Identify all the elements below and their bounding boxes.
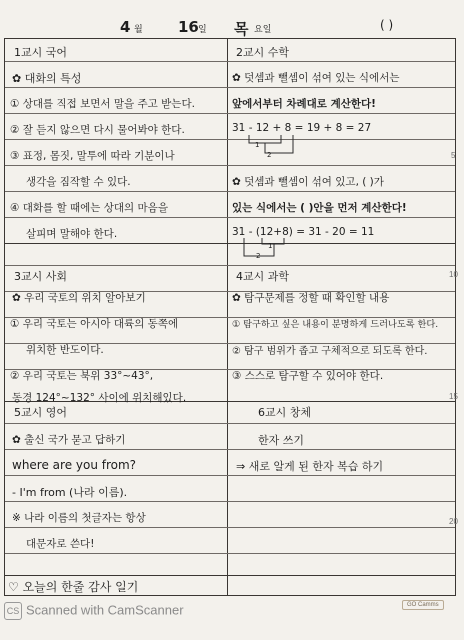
p4-line-3: ② 탐구 범위가 좁고 구체적으로 되도록 한다.	[232, 346, 428, 357]
blank-paren: ( )	[380, 18, 394, 32]
rule-line	[5, 423, 455, 424]
p5-line-1: ✿ 출신 국가 묻고 답하기	[12, 434, 126, 446]
p3-line-5: 동경 124°~132° 사이에 위치해있다.	[12, 392, 187, 404]
period-4-title: 4교시 과학	[236, 270, 289, 283]
p1-line-2: ① 상대를 직접 보면서 말을 주고 받는다.	[10, 98, 195, 110]
rule-line	[5, 475, 455, 476]
p3-line-4: ② 우리 국토는 북위 33°~43°,	[10, 370, 154, 382]
p1-line-4: ③ 표정, 몸짓, 말투에 따라 기분이나	[10, 150, 175, 162]
p2-step-1: 1	[255, 141, 260, 149]
p4-line-1: ✿ 탐구문제를 정할 때 확인할 내용	[232, 292, 390, 304]
period-3-title: 3교시 사회	[14, 270, 67, 283]
weekday-unit: 요일	[254, 25, 272, 35]
p3-line-1: ✿ 우리 국토의 위치 알아보기	[12, 292, 146, 304]
margin-number: 20	[449, 517, 458, 526]
period-2-title: 2교시 수학	[236, 46, 289, 59]
month-value: 4	[120, 18, 131, 36]
p2-eq1-order-bracket	[245, 135, 305, 165]
margin-number: 5	[451, 151, 456, 160]
section-divider	[5, 575, 455, 576]
period-5-title: 5교시 영어	[14, 406, 67, 419]
p2-step-2: 2	[267, 151, 272, 159]
p3-line-3: 위치한 반도이다.	[26, 344, 104, 356]
watermark-text: Scanned with CamScanner	[26, 602, 184, 618]
p6-line-1: 한자 쓰기	[258, 434, 305, 447]
rule-line	[5, 191, 455, 192]
period-1-title: 1교시 국어	[14, 46, 67, 59]
notebook-brand-label: GO Camms	[402, 600, 444, 610]
p2-step2-2: 2	[256, 252, 261, 260]
day-value: 16	[178, 18, 199, 36]
margin-number: 15	[449, 392, 458, 401]
p2-rule-2b: 있는 식에서는 ( )안을 먼저 계산한다!	[232, 202, 407, 214]
rule-line	[5, 527, 455, 528]
rule-line	[5, 449, 455, 450]
p1-line-5: 생각을 짐작할 수 있다.	[26, 176, 131, 188]
p5-line-5: 대문자로 쓴다!	[26, 538, 95, 550]
p5-line-4: ※ 나라 이름의 첫글자는 항상	[12, 512, 146, 524]
rule-line	[5, 139, 455, 140]
camscanner-watermark	[4, 602, 184, 620]
p5-line-2: where are you from?	[12, 458, 137, 472]
rule-line	[5, 87, 455, 88]
rule-line	[5, 265, 455, 266]
rule-line	[5, 61, 455, 62]
rule-line	[5, 217, 455, 218]
day-unit: 일	[198, 25, 207, 35]
p3-line-2: ① 우리 국토는 아시아 대륙의 동쪽에	[10, 318, 179, 330]
p2-rule-2a: ✿ 덧셈과 뺄셈이 섞여 있고, ( )가	[232, 176, 384, 188]
rule-line	[5, 501, 455, 502]
p1-line-1: ✿ 대화의 특성	[12, 72, 82, 85]
p5-line-3: - I'm from (나라 이름).	[12, 486, 128, 499]
gratitude-journal-line: ♡ 오늘의 한줄 감사 일기	[8, 580, 139, 594]
p2-rule-1a: ✿ 덧셈과 뺄셈이 섞여 있는 식에서는	[232, 72, 400, 84]
month-unit: 월	[134, 25, 143, 35]
section-divider	[5, 243, 455, 244]
p2-eq-2: 31 - (12+8) = 31 - 20 = 11	[232, 226, 375, 238]
rule-line	[5, 165, 455, 166]
p2-eq-1: 31 - 12 + 8 = 19 + 8 = 27	[232, 122, 372, 134]
margin-number: 10	[449, 270, 458, 279]
p4-line-2: ① 탐구하고 싶은 내용이 분명하게 드러나도록 한다.	[232, 319, 439, 330]
p2-rule-1b: 앞에서부터 차례대로 계산한다!	[232, 98, 376, 110]
rule-line	[5, 553, 455, 554]
p4-line-4: ③ 스스로 탐구할 수 있어야 한다.	[232, 370, 384, 382]
rule-line	[5, 113, 455, 114]
camscanner-logo-icon: CS	[4, 602, 22, 620]
period-6-title: 6교시 창체	[258, 406, 311, 419]
p6-line-2: ⇒ 새로 알게 된 한자 복습 하기	[236, 460, 384, 473]
p2-step2-1: 1	[268, 242, 273, 250]
p1-line-7: 살피며 말해야 한다.	[26, 228, 118, 240]
p1-line-3: ② 잘 듣지 않으면 다시 물어봐야 한다.	[10, 124, 185, 136]
p1-line-6: ④ 대화를 할 때에는 상대의 마음을	[10, 202, 168, 214]
weekday-value: 목	[234, 20, 249, 38]
